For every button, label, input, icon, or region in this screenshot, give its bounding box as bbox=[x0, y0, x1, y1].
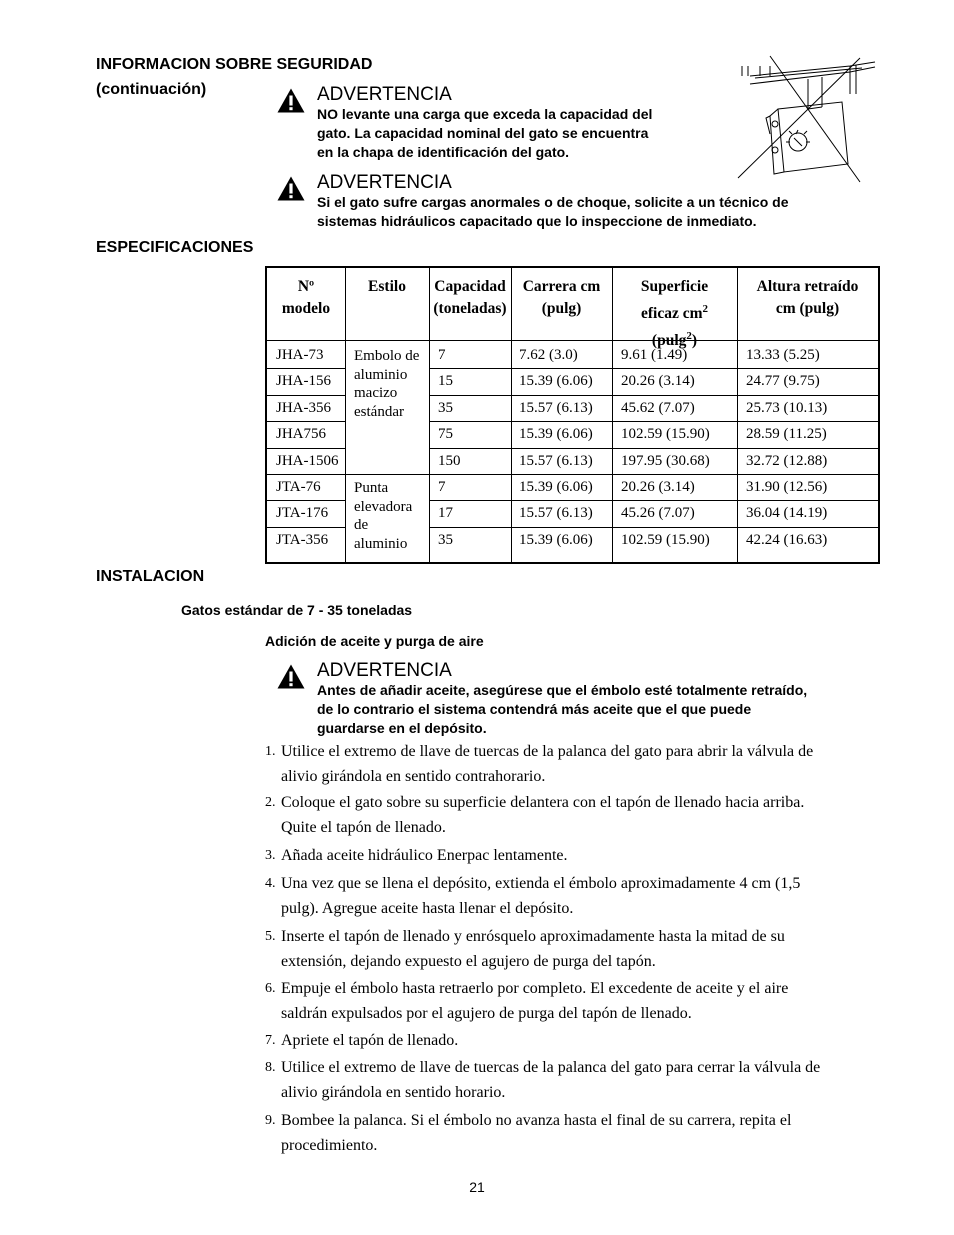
cell-capacity: 150 bbox=[438, 453, 461, 469]
cell-model: JHA-356 bbox=[276, 400, 331, 416]
cell-area: 9.61 (1.49) bbox=[621, 347, 688, 363]
warning-line: guardarse en el depósito. bbox=[317, 720, 487, 736]
list-item: 3. Añada aceite hidráulico Enerpac lentamente. bbox=[265, 847, 568, 864]
cell-capacity: 7 bbox=[438, 347, 446, 363]
warning-title: ADVERTENCIA bbox=[317, 84, 452, 105]
crossed-out-overload-jack-icon bbox=[730, 54, 880, 184]
col-header-stroke: Carrera cm (pulg) bbox=[522, 278, 601, 317]
warning-title: ADVERTENCIA bbox=[317, 172, 452, 193]
cell-stroke: 15.57 (6.13) bbox=[519, 400, 593, 416]
safety-subheading: (continuación) bbox=[96, 81, 207, 98]
warning-text bbox=[317, 193, 788, 231]
cell-area: 45.26 (7.07) bbox=[621, 505, 695, 521]
cell-height: 32.72 (12.88) bbox=[746, 453, 828, 469]
col-header-style: Estilo bbox=[368, 278, 406, 295]
install-subsubheading: Adición de aceite y purga de aire bbox=[265, 633, 484, 649]
col-header-area: Superficie eficaz $cm^2$ (pulg$^2$) bbox=[640, 278, 709, 350]
cell-height: 24.77 (9.75) bbox=[746, 373, 820, 389]
warning-triangle-icon bbox=[276, 175, 306, 202]
cell-capacity: 15 bbox=[438, 373, 453, 389]
col-header-capacity: Capacidad (toneladas) bbox=[433, 278, 507, 317]
install-subheading: Gatos estándar de 7 - 35 toneladas bbox=[181, 602, 413, 618]
warning-line: Antes de añadir aceite, asegúrese que el émbolo esté totalmente retraído, bbox=[317, 682, 808, 698]
warning-line: de lo contrario el sistema contendrá más aceite que el que puede bbox=[317, 701, 752, 717]
cell-area: 20.26 (3.14) bbox=[621, 373, 695, 389]
page-number: 21 bbox=[469, 1179, 485, 1195]
list-item: 4. Una vez que se llena el depósito, extienda el émbolo aproximadamente 4 cm (1,5 pulg). Agregue aceite hasta llenar el depósito. bbox=[265, 875, 801, 917]
cell-area: 102.59 (15.90) bbox=[621, 532, 710, 548]
cell-stroke: 15.57 (6.13) bbox=[519, 453, 593, 469]
cell-capacity: 35 bbox=[438, 400, 453, 416]
cell-stroke: 7.62 (3.0) bbox=[519, 347, 578, 363]
specs-heading: ESPECIFICACIONES bbox=[96, 239, 254, 256]
cell-model: JHA-156 bbox=[276, 373, 331, 389]
cell-height: 31.90 (12.56) bbox=[746, 479, 828, 495]
cell-stroke: 15.39 (6.06) bbox=[519, 373, 593, 389]
safety-heading: INFORMACION SOBRE SEGURIDAD bbox=[96, 56, 373, 73]
warning-line: gato. La capacidad nominal del gato se encuentra bbox=[317, 125, 649, 141]
specifications-table bbox=[265, 266, 880, 564]
warning-text bbox=[317, 681, 807, 738]
warning-title: ADVERTENCIA bbox=[317, 660, 452, 681]
cell-capacity: 35 bbox=[438, 532, 453, 548]
install-heading: INSTALACION bbox=[96, 568, 205, 585]
cell-height: 36.04 (14.19) bbox=[746, 505, 828, 521]
cell-height: 25.73 (10.13) bbox=[746, 400, 828, 416]
warning-line: NO levante una carga que exceda la capacidad del bbox=[317, 106, 653, 122]
cell-stroke: 15.39 (6.06) bbox=[519, 532, 593, 548]
cell-model: JTA-176 bbox=[276, 505, 329, 521]
cell-model: JHA-1506 bbox=[276, 453, 339, 469]
cell-height: 28.59 (11.25) bbox=[746, 426, 827, 442]
cell-stroke: 15.57 (6.13) bbox=[519, 505, 593, 521]
list-item: 7. Apriete el tapón de llenado. bbox=[265, 1032, 459, 1049]
list-item: 2. Coloque el gato sobre su superficie delantera con el tapón de llenado hacia arriba. Quite el tapón de llenado. bbox=[265, 794, 805, 836]
cell-area: 20.26 (3.14) bbox=[621, 479, 695, 495]
warning-triangle-icon bbox=[276, 87, 306, 114]
cell-model: JHA756 bbox=[276, 426, 327, 442]
warning-text bbox=[317, 105, 652, 162]
cell-area: 45.62 (7.07) bbox=[621, 400, 695, 416]
cell-capacity: 7 bbox=[438, 479, 446, 495]
cell-capacity: 75 bbox=[438, 426, 453, 442]
style-group-cell: Embolo de aluminio macizo estándar bbox=[354, 348, 420, 420]
cell-stroke: 15.39 (6.06) bbox=[519, 479, 593, 495]
list-item: 5. Inserte el tapón de llenado y enrósquelo aproximadamente hasta la mitad de su extensión, dejando expuesto el agujero de purga del tapón. bbox=[265, 928, 785, 970]
cell-capacity: 17 bbox=[438, 505, 453, 521]
col-header-height: Altura retraído cm (pulg) bbox=[756, 278, 859, 317]
list-item: 8. Utilice el extremo de llave de tuercas de la palanca del gato para cerrar la válvula de alivio girándola en sentido horario. bbox=[265, 1059, 821, 1101]
list-item: 9. Bombee la palanca. Si el émbolo no avanza hasta el final de su carrera, repita el procedimiento. bbox=[265, 1112, 792, 1154]
cell-stroke: 15.39 (6.06) bbox=[519, 426, 593, 442]
col-header-model: Nº modelo bbox=[281, 278, 331, 317]
cell-height: 42.24 (16.63) bbox=[746, 532, 828, 548]
cell-model: JHA-73 bbox=[276, 347, 324, 363]
style-group-cell: Punta elevadora de aluminio bbox=[354, 480, 413, 552]
cell-area: 102.59 (15.90) bbox=[621, 426, 710, 442]
warning-triangle-icon bbox=[276, 663, 306, 690]
list-item: 6. Empuje el émbolo hasta retraerlo por completo. El excedente de aceite y el aire saldrán expulsados por el agujero de purga del tapón de llenado. bbox=[265, 980, 789, 1022]
warning-line: en la chapa de identificación del gato. bbox=[317, 144, 570, 160]
cell-area: 197.95 (30.68) bbox=[621, 453, 710, 469]
list-item: 1. Utilice el extremo de llave de tuercas de la palanca del gato para abrir la válvula de alivio girándola en sentido contrahorario. bbox=[265, 743, 814, 785]
cell-model: JTA-76 bbox=[276, 479, 321, 495]
cell-height: 13.33 (5.25) bbox=[746, 347, 820, 363]
warning-line: sistemas hidráulicos capacitado que lo inspeccione de inmediato. bbox=[317, 213, 757, 229]
warning-line: Si el gato sufre cargas anormales o de choque, solicite a un técnico de bbox=[317, 194, 789, 210]
cell-model: JTA-356 bbox=[276, 532, 329, 548]
